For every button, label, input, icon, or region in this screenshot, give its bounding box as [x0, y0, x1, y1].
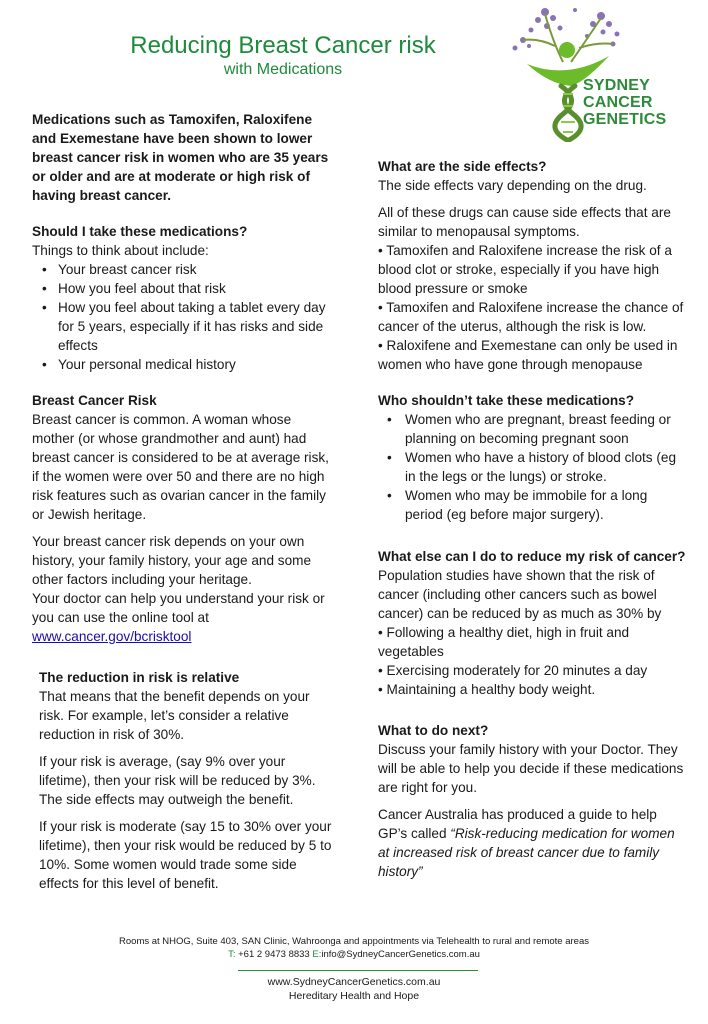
- list-item: • Tamoxifen and Raloxifene increase the chance of cancer of the uterus, although the risk is low.: [378, 300, 684, 334]
- paragraph: That means that the benefit depends on your risk. For example, let’s consider a relative reduction in risk of 30%.: [39, 689, 310, 742]
- page-title: Reducing Breast Cancer risk: [130, 32, 436, 59]
- considerations-list: [32, 260, 337, 374]
- paragraph: Population studies have shown that the risk of cancer (including other cancers such as bowel cancer) can be reduced by as much as 30% by: [378, 568, 662, 621]
- logo-word: CANCER: [583, 94, 653, 111]
- list-item: • Women who have a history of blood clots (eg in the legs or the lungs) or stroke.: [378, 448, 688, 486]
- list-item: • Tamoxifen and Raloxifene increase the risk of a blood clot or stroke, especially if you have high blood pressure or smoke: [378, 243, 672, 296]
- footer-contact: T: +61 2 9473 8833 E:info@SydneyCancerGenetics.com.au: [228, 949, 480, 960]
- side-effects-list: [378, 241, 688, 374]
- list-item: • Your personal medical history: [32, 355, 337, 374]
- contraindications-list: [378, 410, 688, 524]
- list-item: • Raloxifene and Exemestane can only be used in women who have gone through menopause: [378, 338, 678, 372]
- paragraph: Cancer Australia has produced a guide to help GP’s called “Risk-reducing medication for women at increased risk of breast cancer due to family history”: [378, 807, 675, 879]
- footer-address: Rooms at NHOG, Suite 403, SAN Clinic, Wahroonga and appointments via Telehealth to rural and remote areas: [119, 936, 589, 947]
- list-item: • Following a healthy diet, high in fruit and vegetables: [378, 625, 630, 659]
- paragraph: Discuss your family history with your Doctor. They will be able to help you decide if these medications are right for you.: [378, 742, 684, 795]
- paragraph: Your doctor can help you understand your risk or you can use the online tool at: [32, 591, 325, 625]
- left-column-top: [32, 110, 337, 646]
- list-item: • Women who may be immobile for a long period (eg before major surgery).: [378, 486, 688, 524]
- section-heading: The reduction in risk is relative: [39, 670, 240, 685]
- footer-tagline: Hereditary Health and Hope: [288, 990, 420, 1002]
- list-item: • Your breast cancer risk: [32, 260, 337, 279]
- paragraph: Breast cancer is common. A woman whose mother (or whose grandmother and aunt) had breast cancer is considered to be at average risk, if the women were over 50 and there are no high risk features such as ovarian cancer in the family or Jewish heritage.: [32, 412, 329, 522]
- risk-tool-link[interactable]: www.cancer.gov/bcrisktool: [32, 629, 192, 644]
- paragraph: Things to think about include:: [32, 243, 209, 258]
- section-heading: What are the side effects?: [378, 159, 547, 174]
- paragraph: If your risk is average, (say 9% over your lifetime), then your risk will be reduced by 3%. The side effects may outweigh the benefit.: [39, 754, 316, 807]
- list-item: • How you feel about taking a tablet every day for 5 years, especially if it has risks and side effects: [32, 298, 337, 355]
- page-subtitle: with Medications: [223, 61, 343, 78]
- paragraph: If your risk is moderate (say 15 to 30% over your lifetime), then your risk would be reduced by 5 to 10%. Some women would trade some side effects for this level of benefit.: [39, 819, 332, 891]
- paragraph: All of these drugs can cause side effects that are similar to menopausal symptoms.: [378, 205, 671, 239]
- section-heading: What to do next?: [378, 723, 489, 738]
- section-heading: What else can I do to reduce my risk of cancer?: [378, 549, 686, 564]
- section-heading: Breast Cancer Risk: [32, 393, 157, 408]
- lifestyle-list: [378, 623, 688, 699]
- footer-divider: [238, 970, 478, 971]
- list-item: • Women who are pregnant, breast feeding or planning on becoming pregnant soon: [378, 410, 688, 448]
- right-column: [378, 157, 688, 881]
- list-item: • Exercising moderately for 20 minutes a day: [378, 663, 648, 678]
- section-heading: Who shouldn’t take these medications?: [378, 393, 635, 408]
- logo-word: SYDNEY: [583, 77, 650, 94]
- logo-word: GENETICS: [583, 111, 667, 128]
- section-heading: Should I take these medications?: [32, 224, 248, 239]
- paragraph: Your breast cancer risk depends on your own history, your family history, your age and some other factors including your heritage.: [32, 534, 312, 587]
- logo-wordmark: [583, 77, 666, 128]
- footer-website[interactable]: www.SydneyCancerGenetics.com.au: [267, 976, 441, 988]
- list-item: • Maintaining a healthy body weight.: [378, 682, 596, 697]
- paragraph: The side effects vary depending on the drug.: [378, 178, 647, 193]
- left-column-bottom: [39, 668, 337, 893]
- guide-title: “Risk-reducing medication for women at increased risk of breast cancer due to family history”: [378, 826, 675, 879]
- list-item: • How you feel about that risk: [32, 279, 337, 298]
- email-link[interactable]: info@SydneyCancerGenetics.com.au: [321, 949, 480, 960]
- intro-paragraph: Medications such as Tamoxifen, Raloxifene and Exemestane have been shown to lower breast cancer risk in women who are 35 years or older and are at moderate or high risk of having breast cancer.: [32, 112, 329, 203]
